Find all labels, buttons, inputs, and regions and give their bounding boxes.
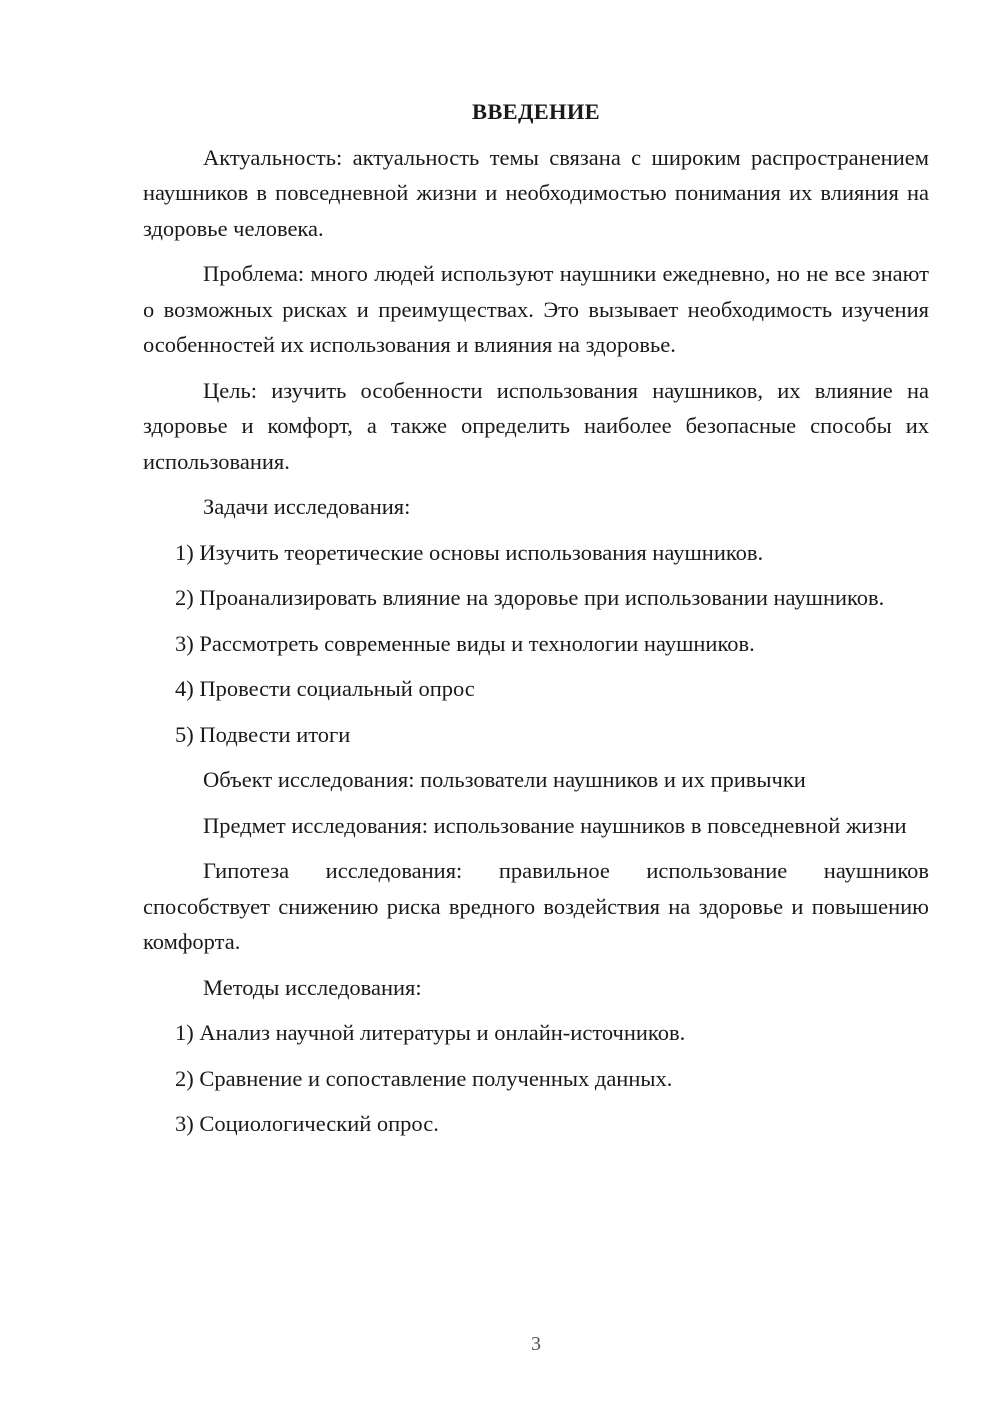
section-title: ВВЕДЕНИЕ bbox=[472, 99, 600, 124]
method-item: 2) Сравнение и сопоставление полученных данных. bbox=[175, 1065, 673, 1091]
goal-paragraph: Цель: изучить особенности использования наушников, их влияние на здоровье и комфорт, а также определить наиболее безопасные способы их использования. bbox=[143, 377, 929, 474]
tasks-heading: Задачи исследования: bbox=[203, 494, 411, 519]
methods-heading: Методы исследования: bbox=[203, 974, 422, 1000]
method-item: 3) Социологический опрос. bbox=[175, 1111, 439, 1136]
task-item: 2) Проанализировать влияние на здоровье при использовании наушников. bbox=[175, 585, 885, 610]
task-item: 3) Рассмотреть современные виды и технологии наушников. bbox=[175, 630, 755, 656]
page-number: 3 bbox=[531, 1333, 541, 1355]
task-item: 4) Провести социальный опрос bbox=[175, 676, 475, 701]
research-object: Объект исследования: пользователи наушников и их привычки bbox=[203, 767, 806, 792]
document-page bbox=[143, 94, 929, 1152]
problem-paragraph: Проблема: много людей используют наушники ежедневно, но не все знают о возможных рисках и преимуществах. Это вызывает необходимость изучения особенностей их использования и влияния на здоровье. bbox=[143, 261, 929, 357]
task-item: 5) Подвести итоги bbox=[175, 721, 351, 747]
method-item: 1) Анализ научной литературы и онлайн-источников. bbox=[175, 1020, 686, 1045]
relevance-paragraph: Актуальность: актуальность темы связана с широким распространением наушников в повседневной жизни и необходимостью понимания их влияния на здоровье человека. bbox=[143, 144, 929, 241]
research-hypothesis: Гипотеза исследования: правильное использование наушников способствует снижению риска вредного воздействия на здоровье и повышению комфорта. bbox=[143, 858, 929, 954]
research-subject: Предмет исследования: использование наушников в повседневной жизни bbox=[203, 812, 907, 838]
task-item: 1) Изучить теоретические основы использования наушников. bbox=[175, 539, 764, 565]
